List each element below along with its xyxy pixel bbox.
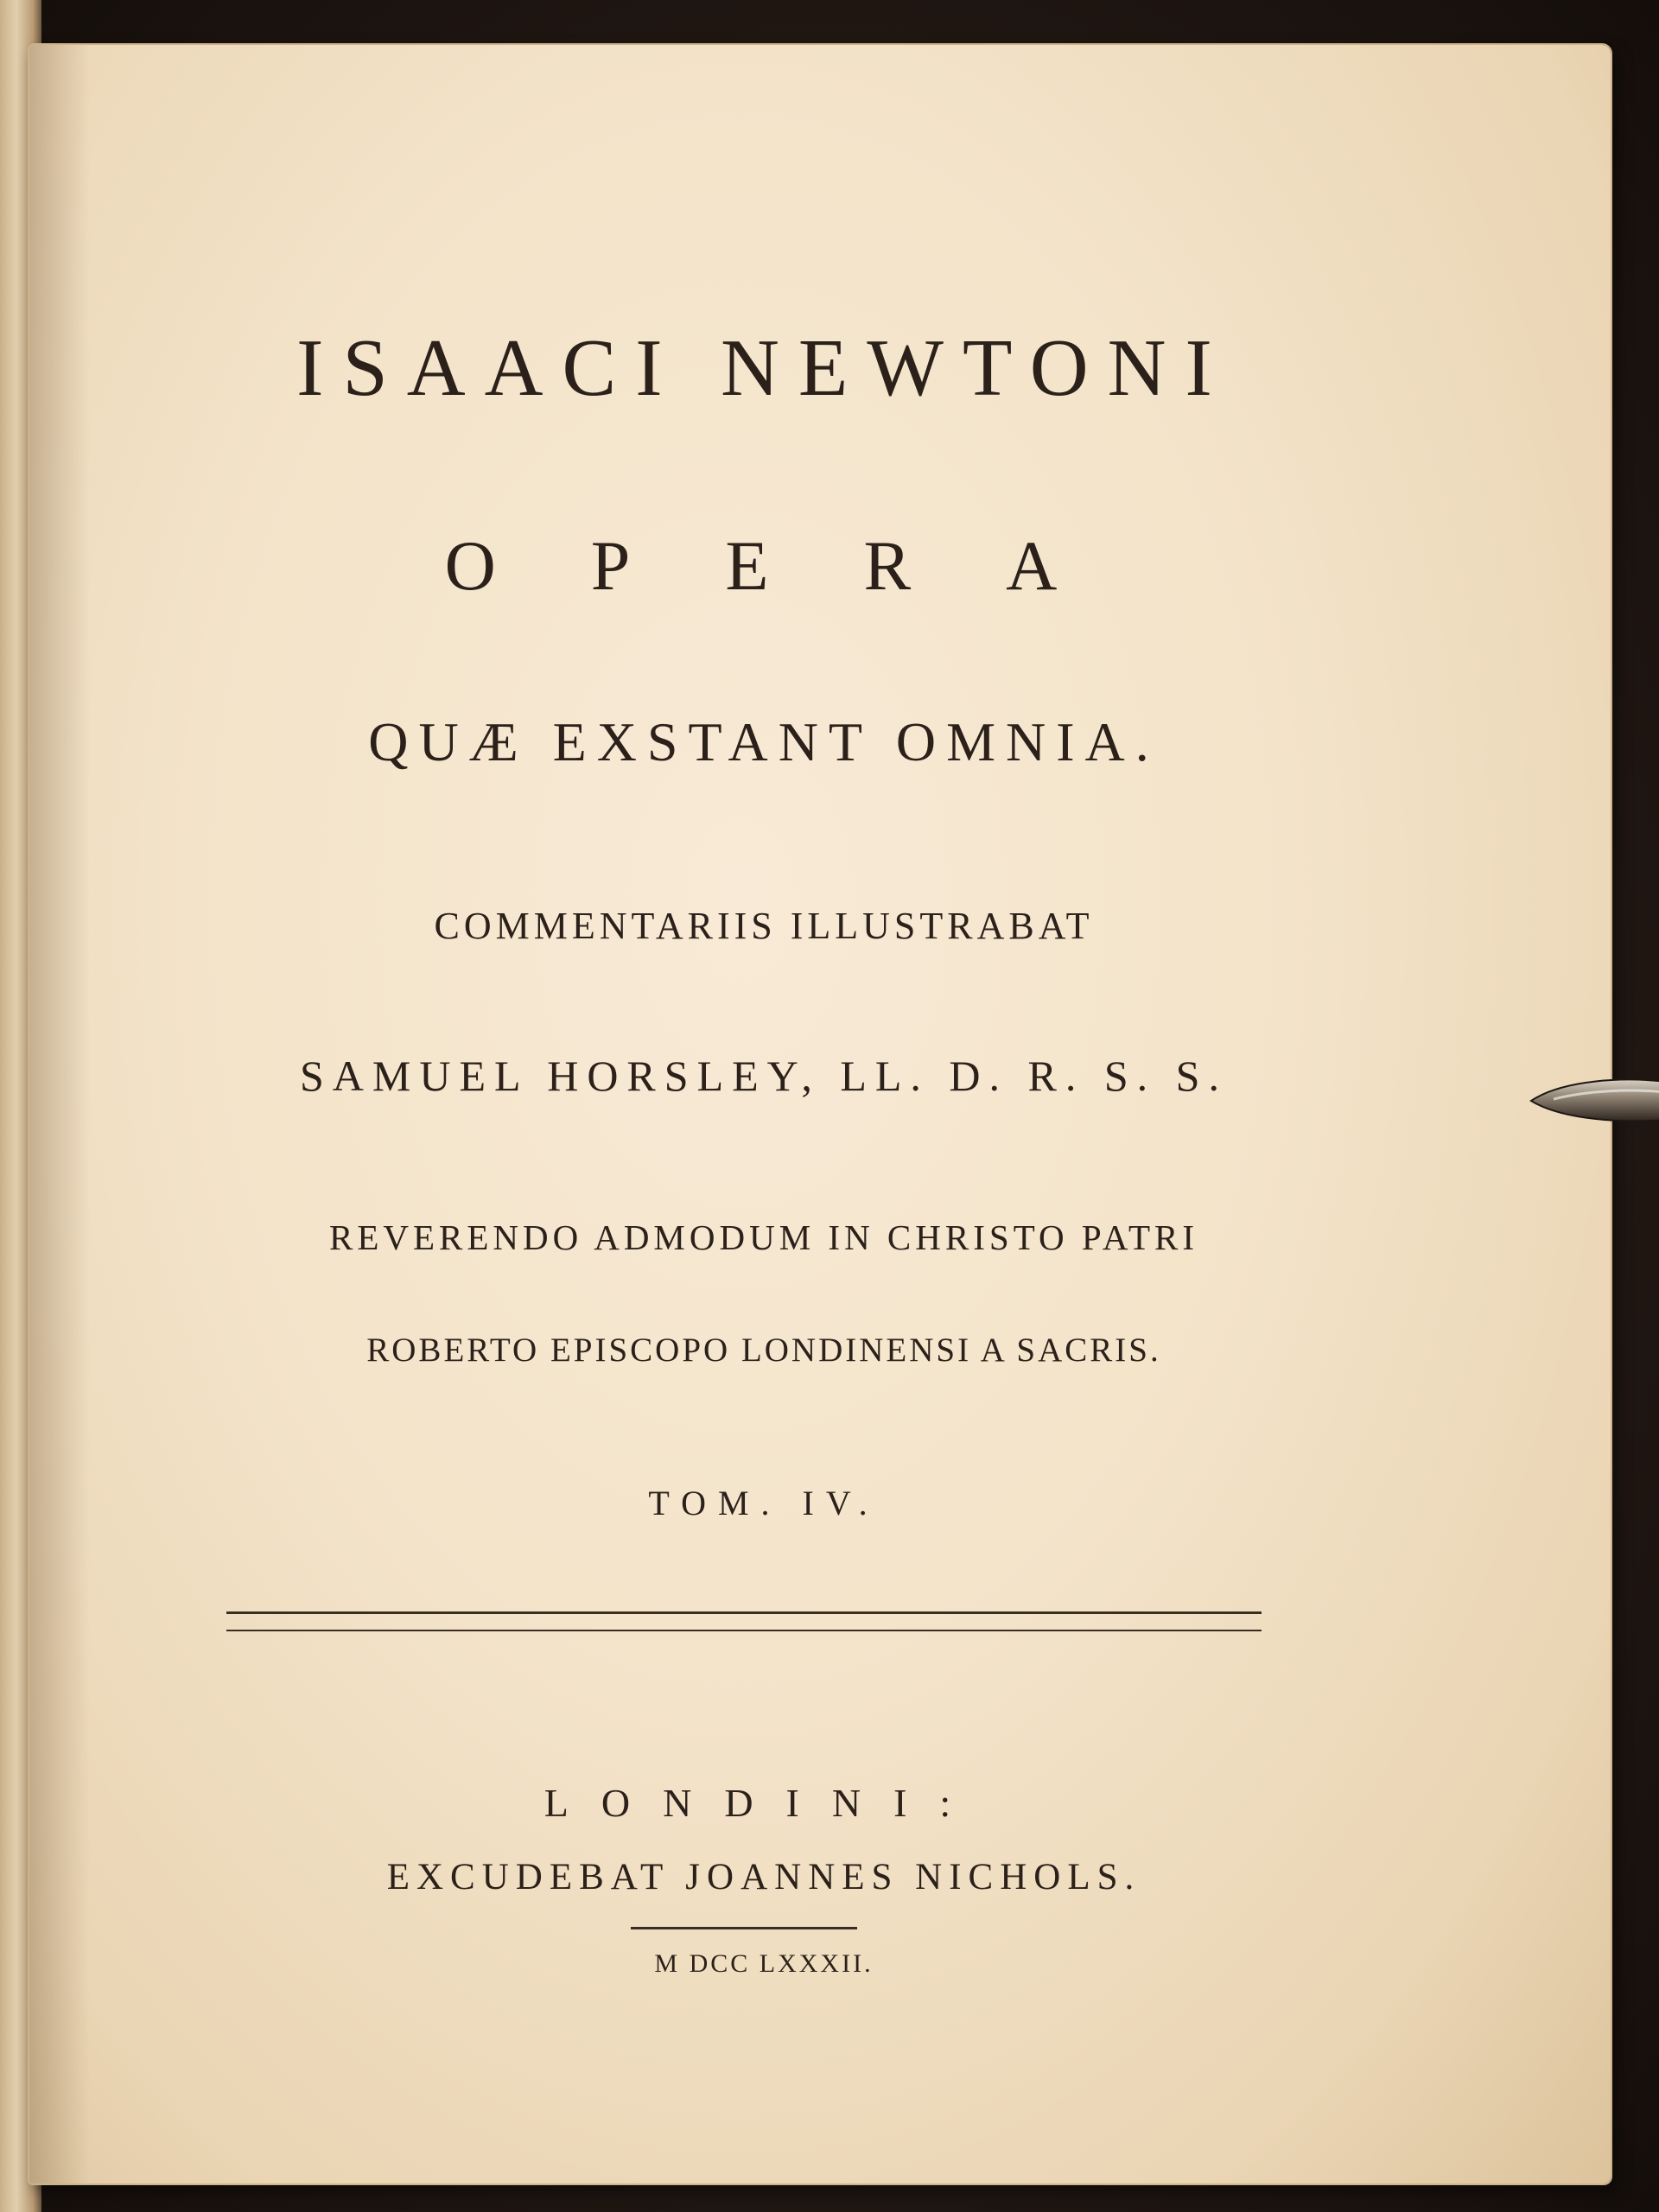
pointer-tip-icon [1528, 1070, 1659, 1130]
volume-number: TOM. IV. [648, 1484, 880, 1522]
title-page [29, 45, 1611, 2183]
title-author: ISAACI NEWTONI [296, 323, 1231, 413]
short-rule [631, 1927, 857, 1929]
editor-name: SAMUEL HORSLEY, LL. D. R. S. S. [300, 1052, 1228, 1100]
title-work: OPERA [444, 526, 1153, 605]
commentary-line: COMMENTARIIS ILLUSTRABAT [434, 905, 1094, 947]
imprint-printer: EXCUDEBAT JOANNES NICHOLS. [386, 1857, 1141, 1897]
dedication-line-2: ROBERTO EPISCOPO LONDINENSI A SACRIS. [366, 1332, 1161, 1369]
title-subtitle: QUÆ EXSTANT OMNIA. [368, 711, 1160, 772]
imprint-year: M DCC LXXXII. [654, 1949, 874, 1978]
double-rule-bottom [226, 1630, 1262, 1631]
dedication-line-1: REVERENDO ADMODUM IN CHRISTO PATRI [328, 1217, 1199, 1257]
imprint-place: LONDINI: [543, 1781, 984, 1825]
double-rule-top [226, 1611, 1262, 1614]
